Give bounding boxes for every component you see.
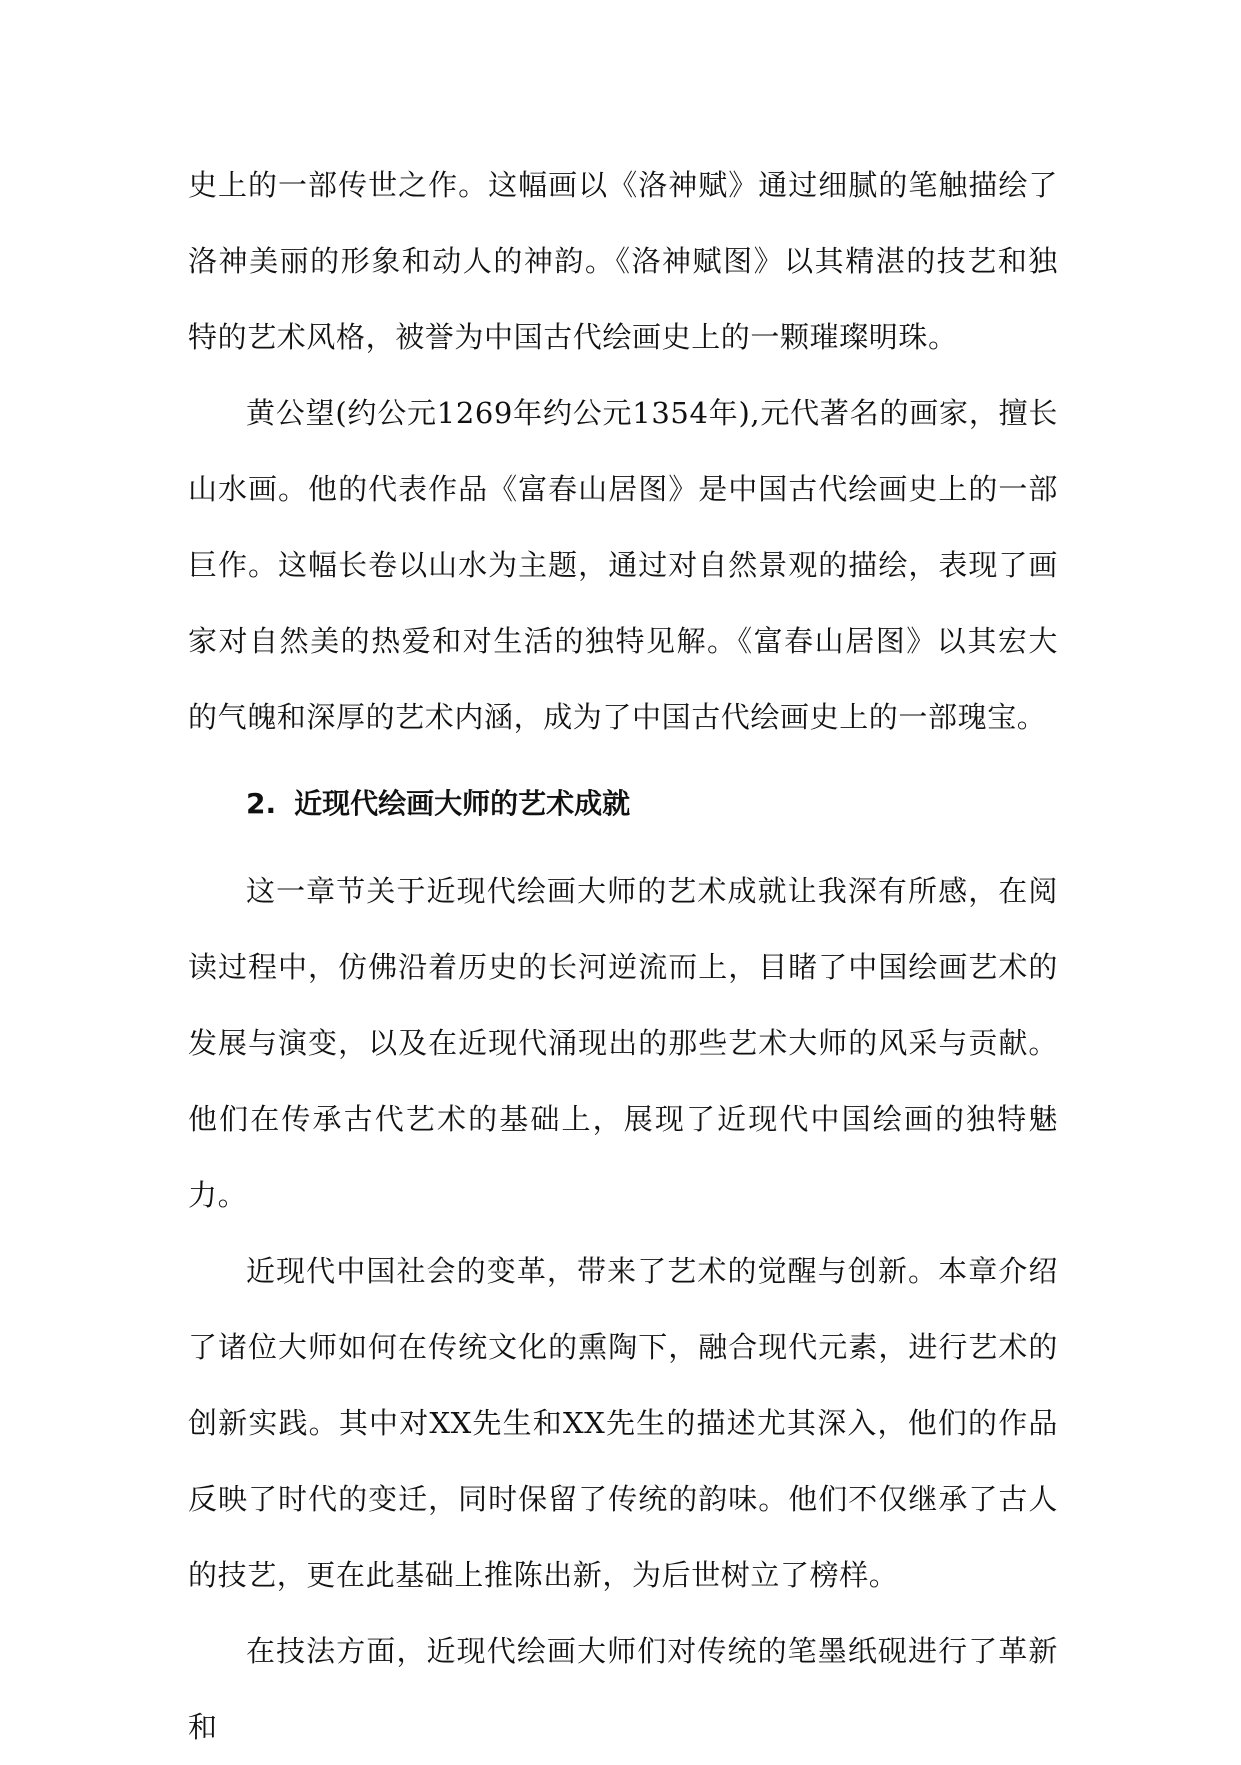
paragraph-luoshen-continued: 史上的一部传世之作。这幅画以《洛神赋》通过细腻的笔触描绘了洛神美丽的形象和动人的神韵。《洛神赋图》以其精湛的技艺和独特的艺术风格，被誉为中国古代绘画史上的一颗璀璨明珠。 (188, 168, 1058, 354)
paragraph-huang-gongwang: 黄公望(约公元1269年约公元1354年),元代著名的画家，擅长山水画。他的代表作品《富春山居图》是中国古代绘画史上的一部巨作。这幅长卷以山水为主题，通过对自然景观的描绘，表现了画家对自然美的热爱和对生活的独特见解。《富春山居图》以其宏大的气魄和深厚的艺术内涵，成为了中国古代绘画史上的一部瑰宝。 (188, 396, 1058, 734)
document-body (188, 147, 1058, 1765)
paragraph-technique: 在技法方面，近现代绘画大师们对传统的笔墨纸砚进行了革新和 (188, 1634, 1058, 1744)
section-number: 2. (246, 787, 277, 820)
section-title: 近现代绘画大师的艺术成就 (294, 787, 631, 820)
section-heading (188, 755, 1058, 853)
paragraph-social-change: 近现代中国社会的变革，带来了艺术的觉醒与创新。本章介绍了诸位大师如何在传统文化的熏陶下，融合现代元素，进行艺术的创新实践。其中对XX先生和XX先生的描述尤其深入，他们的作品反映了时代的变迁，同时保留了传统的韵味。他们不仅继承了古人的技艺，更在此基础上推陈出新，为后世树立了榜样。 (188, 1254, 1058, 1592)
paragraph-chapter-intro: 这一章节关于近现代绘画大师的艺术成就让我深有所感，在阅读过程中，仿佛沿着历史的长河逆流而上，目睹了中国绘画艺术的发展与演变，以及在近现代涌现出的那些艺术大师的风采与贡献。他们在传承古代艺术的基础上，展现了近现代中国绘画的独特魅力。 (188, 874, 1058, 1212)
